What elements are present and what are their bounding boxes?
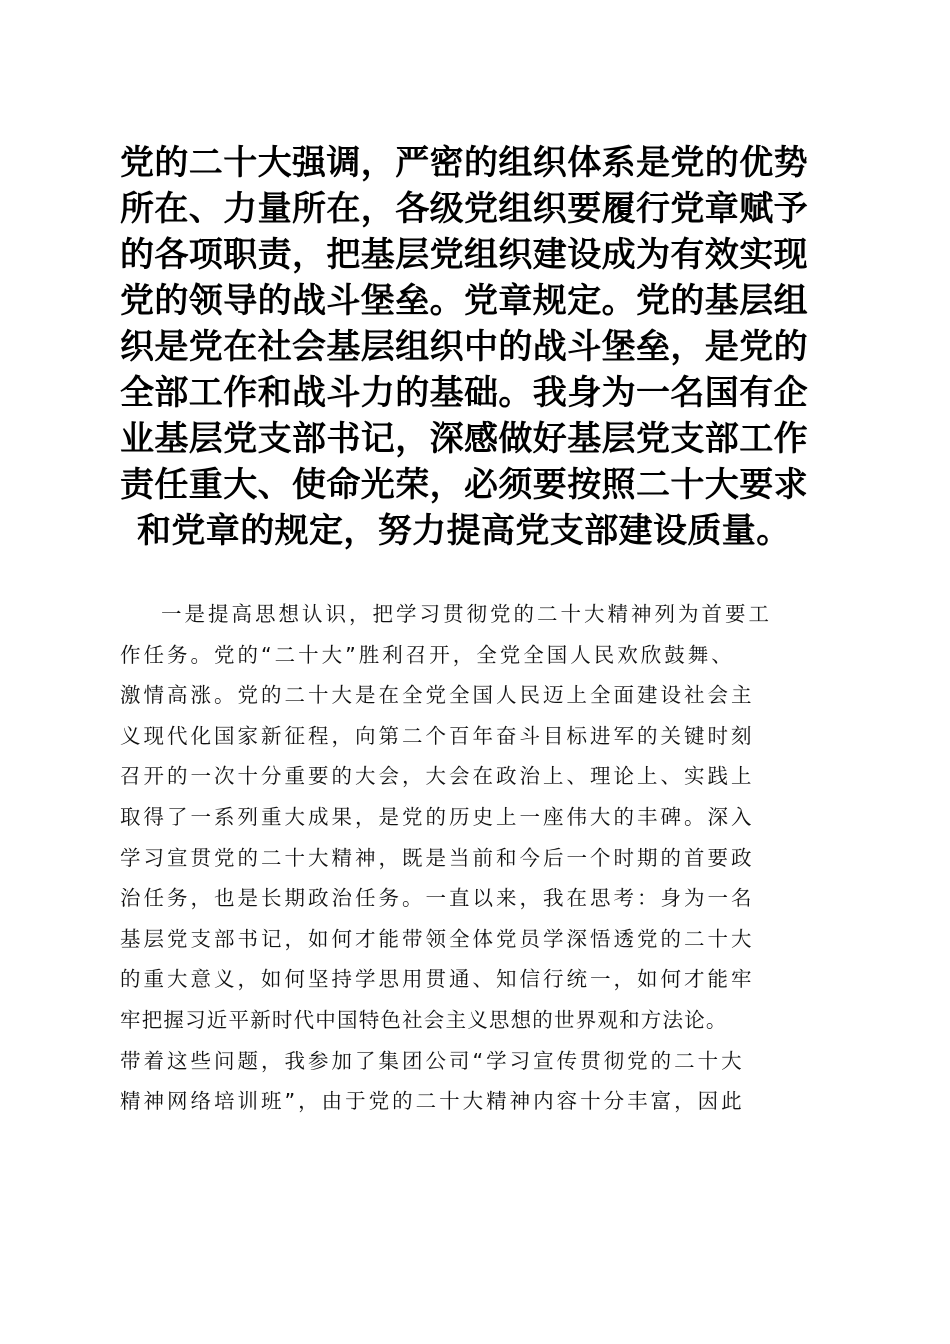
body-line: 精神网络培训班”，由于党的二十大精神内容十分丰富，因此 xyxy=(120,1089,745,1114)
body-line: 作任务。党的“二十大”胜利召开，全党全国人民欢欣鼓舞、 xyxy=(120,642,735,667)
body-line: 召开的一次十分重要的大会，大会在政治上、理论上、实践上 xyxy=(120,764,755,789)
body-line: 的重大意义，如何坚持学思用贯通、知信行统一，如何才能牢 xyxy=(120,967,755,992)
heading-paragraph xyxy=(120,140,832,554)
heading-line: 和党章的规定，努力提高党支部建设质量。 xyxy=(137,511,791,551)
body-line: 牢把握习近平新时代中国特色社会主义思想的世界观和方法论。 xyxy=(120,1007,728,1032)
heading-line: 党的二十大强调，严密的组织体系是党的优势 xyxy=(120,143,808,183)
heading-line: 责任重大、使命光荣，必须要按照二十大要求 xyxy=(120,465,808,505)
heading-line: 所在、力量所在，各级党组织要履行党章赋予 xyxy=(120,189,808,229)
heading-line: 党的领导的战斗堡垒。党章规定。党的基层组 xyxy=(120,281,808,321)
heading-line: 全部工作和战斗力的基础。我身为一名国有企 xyxy=(120,373,808,413)
heading-line: 织是党在社会基层组织中的战斗堡垒，是党的 xyxy=(120,327,808,367)
body-line: 一是提高思想认识，把学习贯彻党的二十大精神列为首要工 xyxy=(161,602,772,626)
body-line: 治任务，也是长期政治任务。一直以来，我在思考：身为一名 xyxy=(120,886,755,911)
body-line: 学习宣贯党的二十大精神，既是当前和今后一个时期的首要政 xyxy=(120,845,755,870)
body-line: 取得了一系列重大成果，是党的历史上一座伟大的丰碑。深入 xyxy=(120,804,755,829)
body-line: 基层党支部书记，如何才能带领全体党员学深悟透党的二十大 xyxy=(120,926,755,951)
heading-line: 业基层党支部书记，深感做好基层党支部工作 xyxy=(120,419,808,459)
body-paragraph xyxy=(120,594,840,1122)
body-line: 激情高涨。党的二十大是在全党全国人民迈上全面建设社会主 xyxy=(120,683,755,708)
heading-line: 的各项职责，把基层党组织建设成为有效实现 xyxy=(120,235,808,275)
body-line: 义现代化国家新征程，向第二个百年奋斗目标进军的关键时刻 xyxy=(120,723,755,748)
body-line: 带着这些问题，我参加了集团公司“学习宣传贯彻党的二十大 xyxy=(120,1048,745,1073)
